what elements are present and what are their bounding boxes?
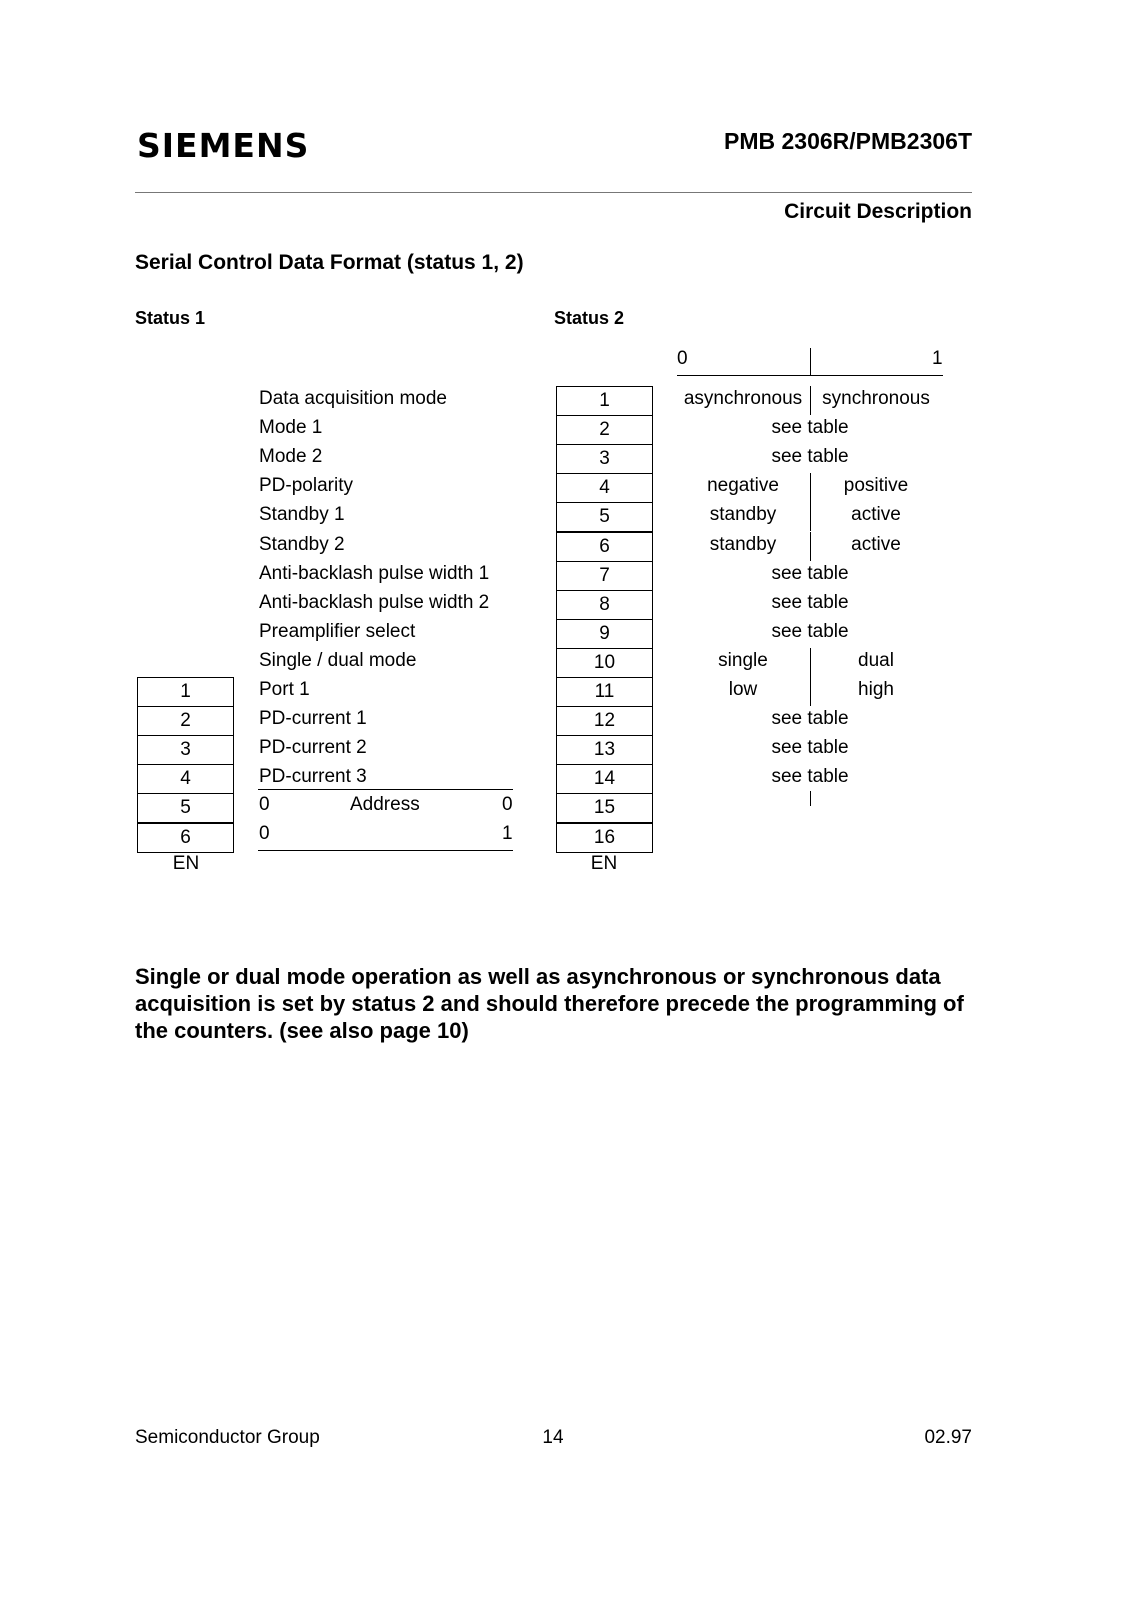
status2-bit-9: 9 xyxy=(556,619,653,649)
value-header-one: 1 xyxy=(932,348,943,369)
function-label: Mode 2 xyxy=(259,446,323,468)
status2-bit-5: 5 xyxy=(556,502,653,532)
value-zero: standby xyxy=(709,504,777,526)
value-both: see table xyxy=(771,446,849,468)
status2-bit-7: 7 xyxy=(556,561,653,591)
status2-heading: Status 2 xyxy=(554,308,625,328)
value-divider xyxy=(810,677,811,706)
section-title: Circuit Description xyxy=(784,200,972,223)
address-row1-left: 0 xyxy=(259,794,270,815)
value-divider xyxy=(810,532,811,561)
siemens-logo: SIEMENS xyxy=(137,126,310,165)
value-divider xyxy=(810,473,811,502)
value-divider xyxy=(810,648,811,677)
value-zero: single xyxy=(718,649,768,671)
function-label: Data acquisition mode xyxy=(259,388,447,409)
function-label: Single / dual mode xyxy=(259,649,417,671)
status2-bit-12: 12 xyxy=(556,706,653,736)
address-label: Address xyxy=(350,794,420,815)
function-label: Anti-backlash pulse width 2 xyxy=(259,591,490,613)
value-header-divider xyxy=(810,348,811,376)
address-row2-left: 0 xyxy=(259,823,270,844)
status1-bit-3: 3 xyxy=(137,735,234,765)
address-row1-right: 0 xyxy=(502,794,513,815)
address-row2-right: 1 xyxy=(502,823,513,844)
value-one: high xyxy=(858,679,894,700)
value-divider xyxy=(810,386,811,415)
status2-bit-11: 11 xyxy=(556,677,653,707)
status2-bit-4: 4 xyxy=(556,473,653,503)
footer-left: Semiconductor Group xyxy=(135,1427,320,1448)
value-both: see table xyxy=(771,620,849,642)
status2-bit-10: 10 xyxy=(556,648,653,678)
value-one: synchronous xyxy=(822,388,930,409)
value-zero: negative xyxy=(707,475,779,497)
status1-heading: Status 1 xyxy=(135,308,206,328)
page-title: Serial Control Data Format (status 1, 2) xyxy=(135,251,524,274)
footer-page-number: 14 xyxy=(542,1427,564,1448)
function-label: Mode 1 xyxy=(259,417,323,439)
status2-bit-8: 8 xyxy=(556,590,653,620)
status2-bit-3: 3 xyxy=(556,444,653,474)
value-both: see table xyxy=(771,562,849,584)
function-label: PD-polarity xyxy=(259,475,353,497)
value-zero: low xyxy=(728,679,758,700)
value-both: see table xyxy=(771,417,849,439)
value-one: active xyxy=(851,504,901,526)
value-zero: standby xyxy=(709,533,777,555)
function-label: Standby 2 xyxy=(259,533,345,555)
address-bottom-rule xyxy=(258,850,513,851)
status1-bit-4: 4 xyxy=(137,764,234,794)
header-rule xyxy=(135,192,972,193)
value-both: see table xyxy=(771,708,849,730)
function-label: PD-current 2 xyxy=(259,737,367,759)
status2-bit-15: 15 xyxy=(556,793,653,823)
footer-date: 02.97 xyxy=(924,1427,972,1448)
value-header-zero: 0 xyxy=(677,348,688,369)
status2-bit-16: 16 xyxy=(556,823,653,853)
status1-bit-1: 1 xyxy=(137,677,234,707)
status2-bit-13: 13 xyxy=(556,735,653,765)
value-divider xyxy=(810,502,811,531)
value-divider-stub xyxy=(810,791,811,806)
address-top-rule xyxy=(258,789,513,790)
status2-bit-2: 2 xyxy=(556,415,653,445)
status2-bit-6: 6 xyxy=(556,532,653,562)
value-both: see table xyxy=(771,737,849,759)
status1-bit-6: 6 xyxy=(137,823,234,853)
value-both: see table xyxy=(771,766,849,788)
status1-bit-5: 5 xyxy=(137,793,234,823)
value-both: see table xyxy=(771,591,849,613)
status2-bit-14: 14 xyxy=(556,764,653,794)
note-paragraph: Single or dual mode operation as well as asynchronous or synchronous data acquisition is set by status 2 and should therefore precede the programming of the counters. (see also page 10) xyxy=(135,964,964,1043)
status1-en-label: EN xyxy=(172,853,200,874)
function-label: Port 1 xyxy=(259,679,310,700)
value-one: dual xyxy=(858,649,894,671)
function-label: Anti-backlash pulse width 1 xyxy=(259,562,490,584)
value-one: positive xyxy=(843,475,909,497)
value-zero: asynchronous xyxy=(683,388,803,409)
status2-bit-1: 1 xyxy=(556,386,653,416)
value-header-rule xyxy=(677,375,943,376)
part-number: PMB 2306R/PMB2306T xyxy=(724,128,972,154)
value-one: active xyxy=(851,533,901,555)
function-label: Standby 1 xyxy=(259,504,345,526)
function-label: PD-current 3 xyxy=(259,766,367,788)
function-label: PD-current 1 xyxy=(259,708,367,730)
status2-en-label: EN xyxy=(590,853,618,874)
status1-bit-2: 2 xyxy=(137,706,234,736)
function-label: Preamplifier select xyxy=(259,620,416,642)
